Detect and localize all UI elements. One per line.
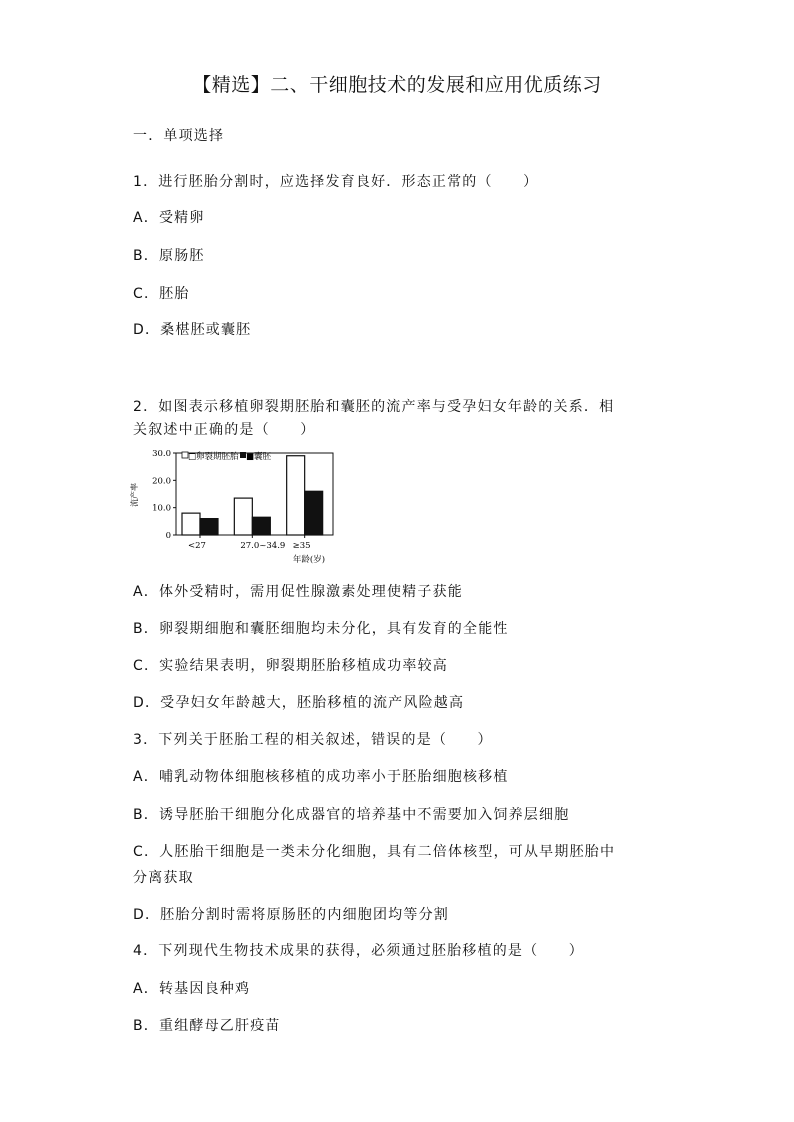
legend-text: ■囊胚 [246,452,272,462]
q2-stem-line1: 2．如图表示移植卵裂期胚胎和囊胚的流产率与受孕妇女年龄的关系．相 [133,399,615,415]
bar-cleavage-embryo [287,456,305,535]
miscarriage-rate-chart [128,445,338,575]
bar-blastocyst [200,519,218,535]
q4-stem: 4．下列现代生物技术成果的获得，必须通过胚胎移植的是（ ） [133,943,584,959]
q2-option-c[interactable]: C．实验结果表明，卵裂期胚胎移植成功率较高 [133,658,448,674]
y-tick-label: 20.0 [152,476,171,487]
q2-option-a[interactable]: A．体外受精时，需用促性腺激素处理使精子获能 [133,584,463,600]
bar-cleavage-embryo [182,513,200,535]
q3-option-c[interactable]: C．人胚胎干细胞是一类未分化细胞，具有二倍体核型，可从早期胚胎中 [133,844,616,860]
q1-option-b[interactable]: B．原肠胚 [133,248,205,264]
q2-stem-line2: 关叙述中正确的是（ ） [133,422,316,438]
page-title: 【精选】二、干细胞技术的发展和应用优质练习 [192,74,602,96]
q1-option-d[interactable]: D．桑椹胚或囊胚 [133,322,252,338]
bar-cleavage-embryo [234,498,252,535]
q2-option-b[interactable]: B．卵裂期细胞和囊胚细胞均未分化，具有发育的全能性 [133,621,509,637]
q3-option-b[interactable]: B．诱导胚胎干细胞分化成器官的培养基中不需要加入饲养层细胞 [133,807,570,823]
q3-option-c-continued: 分离获取 [133,870,194,886]
bar-blastocyst [305,491,323,535]
legend-swatch-cleavage [182,452,188,458]
chart-svg [128,445,338,575]
q2-option-d[interactable]: D．受孕妇女年龄越大，胚胎移植的流产风险越高 [133,695,465,711]
x-axis-title: 年龄(岁) [292,555,326,565]
q3-option-a[interactable]: A．哺乳动物体细胞核移植的成功率小于胚胎细胞核移植 [133,769,509,785]
y-tick-label: 30.0 [152,449,171,459]
x-tick-label: 27.0~34.9 [240,541,286,551]
q4-option-b[interactable]: B．重组酵母乙肝疫苗 [133,1018,281,1034]
bar-blastocyst [252,517,270,535]
x-tick-label: <27 [188,541,206,551]
q1-option-a[interactable]: A．受精卵 [133,210,205,226]
legend-text: □卵裂期胚胎 [188,452,239,462]
legend-swatch-blastocyst [240,452,246,458]
q1-stem: 1．进行胚胎分割时，应选择发育良好．形态正常的（ ） [133,174,539,190]
y-tick-label: 0 [165,531,171,541]
x-tick-label: ≥35 [292,541,311,551]
chart-ylabel: 流产率 [130,483,139,507]
q3-stem: 3．下列关于胚胎工程的相关叙述，错误的是（ ） [133,732,493,748]
section-heading: 一．单项选择 [133,128,225,144]
q3-option-d[interactable]: D．胚胎分割时需将原肠胚的内细胞团均等分割 [133,907,449,923]
y-tick-label: 10.0 [152,503,171,514]
q1-option-c[interactable]: C．胚胎 [133,286,190,302]
q4-option-a[interactable]: A．转基因良种鸡 [133,981,251,997]
